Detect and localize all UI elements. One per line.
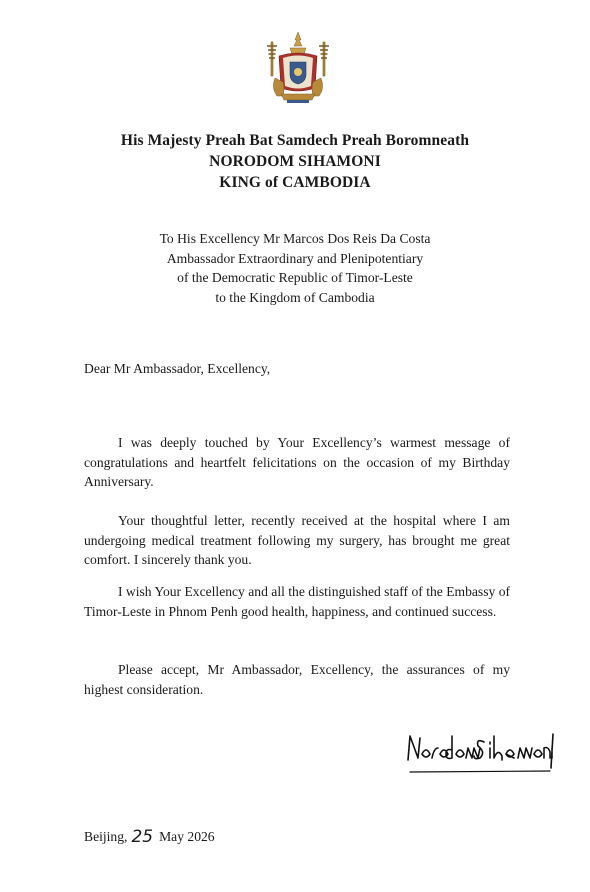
body-paragraph — [84, 433, 510, 492]
paragraph-text: Please accept, Mr Ambassador, Excellency, the assurances of my highest consideration. — [84, 662, 510, 697]
salutation: Dear Mr Ambassador, Excellency, — [84, 361, 271, 376]
addressee-block — [0, 229, 590, 307]
addressee-line: Ambassador Extraordinary and Plenipotentiary — [166, 250, 424, 266]
handwritten-signature — [400, 728, 560, 776]
body-paragraph — [84, 511, 510, 570]
dateline-month-year: May 2026 — [159, 829, 215, 844]
paragraph-text: I wish Your Excellency and all the distinguished staff of the Embassy of Timor-Leste in Phnom Penh good health, happiness, and continued success. — [84, 584, 511, 619]
addressee-line: to the Kingdom of Cambodia — [215, 289, 375, 305]
paragraph-text: Your thoughtful letter, recently received at the hospital where I am undergoing medical treatment following my surgery, has brought me great comfort. I sincerely thank you. — [84, 513, 510, 568]
sender-office: KING of CAMBODIA — [219, 174, 371, 191]
royal-coat-of-arms-emblem — [265, 32, 331, 104]
dateline-day-handwritten: 25 — [131, 827, 154, 847]
paragraph-text: I was deeply touched by Your Excellency’s warmest message of congratulations and heartfelt felicitations on the occasion of my Birthday Anniversary. — [84, 435, 510, 490]
sender-name: NORODOM SIHAMONI — [209, 153, 381, 170]
dateline-place: Beijing, — [84, 829, 128, 844]
body-paragraph — [84, 582, 510, 621]
sender-title: His Majesty Preah Bat Samdech Preah Boromneath — [120, 132, 470, 149]
body-paragraph — [84, 660, 510, 699]
sender-heading — [0, 130, 590, 193]
addressee-line: of the Democratic Republic of Timor-Leste — [177, 270, 413, 285]
dateline — [84, 826, 215, 846]
addressee-line: To His Excellency Mr Marcos Dos Reis Da Costa — [159, 231, 431, 246]
